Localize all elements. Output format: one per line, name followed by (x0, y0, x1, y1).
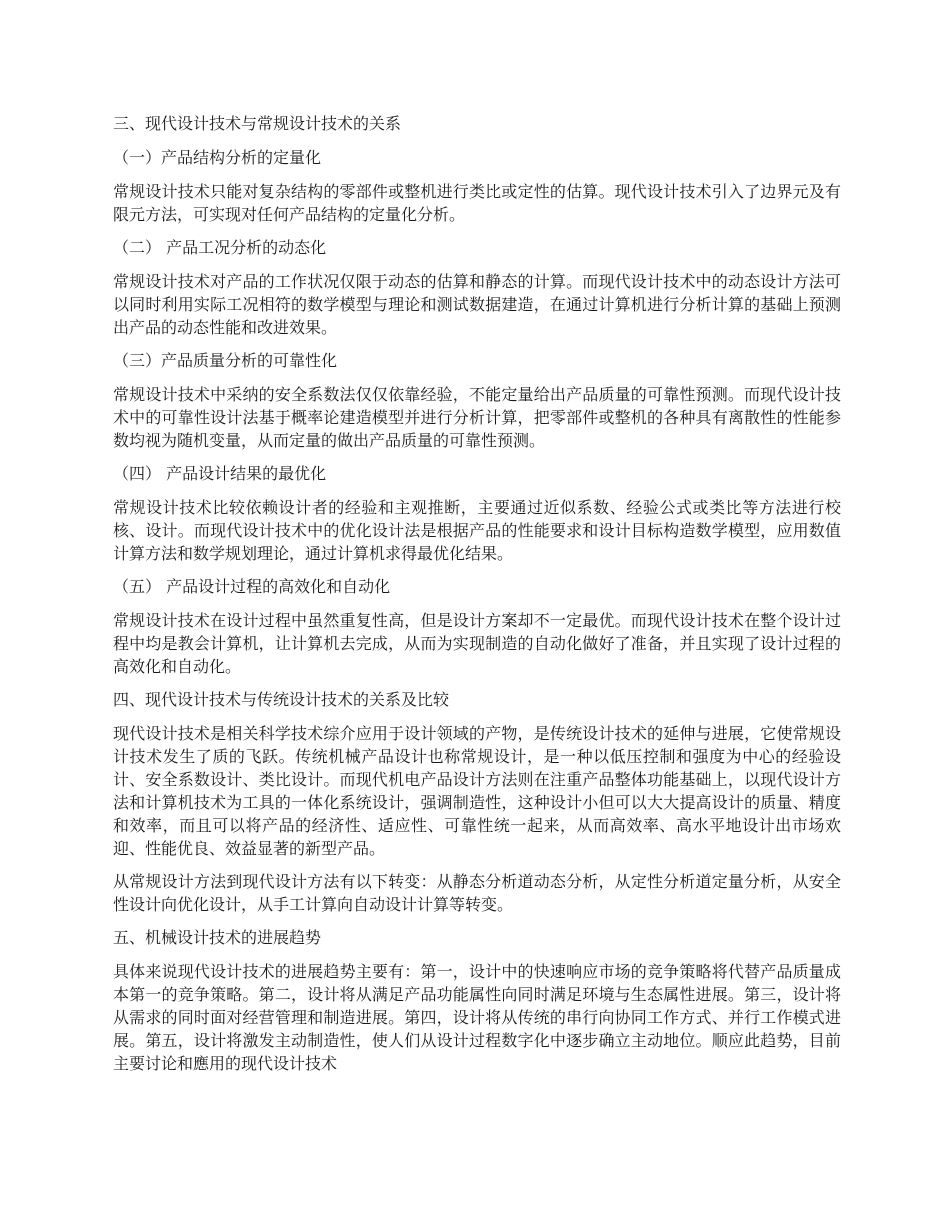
section-heading-5: 五、机械设计技术的进展趋势 (113, 928, 322, 947)
paragraph-reliability: 常规设计技术中采纳的安全系数法仅仅依靠经验，不能定量给出产品质量的可靠性预测。而现代设计技术中的可靠性设计法基于概率论建造模型并进行分析计算，把零部件或整机的各种具有离散性的性能参数均视为随机变量，从而定量的做出产品质量的可靠性预测。 (113, 385, 841, 450)
paragraph-transition: 从常规设计方法到现代设计方法有以下转变：从静态分析道动态分析，从定性分析道定量分析，从安全性设计向优化设计，从手工计算向自动设计计算等转变。 (113, 872, 841, 914)
subsection-heading-5: （五） 产品设计过程的高效化和自动化 (113, 577, 391, 596)
paragraph-automation: 常规设计技术在设计过程中虽然重复性高，但是设计方案却不一定最优。而现代设计技术在整个设计过程中均是教会计算机，让计算机去完成，从而为实现制造的自动化做好了准备，并且实现了设计过程的高效化和自动化。 (113, 611, 841, 676)
subsection-heading-3: （三）产品质量分析的可靠性化 (113, 351, 338, 370)
subsection-heading-2: （二） 产品工况分析的动态化 (113, 238, 327, 257)
section-heading-3: 三、现代设计技术与常规设计技术的关系 (113, 114, 402, 133)
paragraph-structure-analysis: 常规设计技术只能对复杂结构的零部件或整机进行类比或定性的估算。现代设计技术引入了边界元及有限元方法，可实现对任何产品结构的定量化分析。 (113, 182, 841, 224)
document-page (113, 112, 841, 1085)
paragraph-optimization: 常规设计技术比较依赖设计者的经验和主观推断，主要通过近似系数、经验公式或类比等方法进行校核、设计。而现代设计技术中的优化设计法是根据产品的性能要求和设计目标构造数学模型，应用数值计算方法和数学规划理论，通过计算机求得最优化结果。 (113, 498, 841, 563)
subsection-heading-1: （一）产品结构分析的定量化 (113, 148, 322, 167)
section-heading-4: 四、现代设计技术与传统设计技术的关系及比较 (113, 690, 450, 709)
subsection-heading-4: （四） 产品设计结果的最优化 (113, 464, 327, 483)
paragraph-dynamic-analysis: 常规设计技术对产品的工作状况仅限于动态的估算和静态的计算。而现代设计技术中的动态设计方法可以同时利用实际工况相符的数学模型与理论和测试数据建造，在通过计算机进行分析计算的基础上预测出产品的动态性能和改进效果。 (113, 272, 841, 337)
paragraph-trends: 具体来说现代设计技术的进展趋势主要有：第一，设计中的快速响应市场的竞争策略将代替产品质量成本第一的竞争策略。第二，设计将从满足产品功能属性向同时满足环境与生态属性进展。第三，设计将从需求的同时面对经营管理和制造进展。第四，设计将从传统的串行向协同工作方式、并行工作模式进展。第五，设计将激发主动制造性，使人们从设计过程数字化中逐步确立主动地位。顺应此趋势，目前主要讨论和應用的现代设计技术 (113, 962, 841, 1073)
paragraph-comparison: 现代设计技术是相关科学技术综介应用于设计领域的产物，是传统设计技术的延伸与进展，它使常规设计技术发生了质的飞跃。传统机械产品设计也称常规设计，是一种以低压控制和强度为中心的经验设计、安全系数设计、类比设计。而现代机电产品设计方法则在注重产品整体功能基础上，以现代设计方法和计算机技术为工具的一体化系统设计，强调制造性，这种设计小但可以大大提高设计的质量、精度和效率，而且可以将产品的经济性、适应性、可靠性统一起来，从而高效率、高水平地设计出市场欢迎、性能优良、效益显著的新型产品。 (113, 724, 841, 858)
